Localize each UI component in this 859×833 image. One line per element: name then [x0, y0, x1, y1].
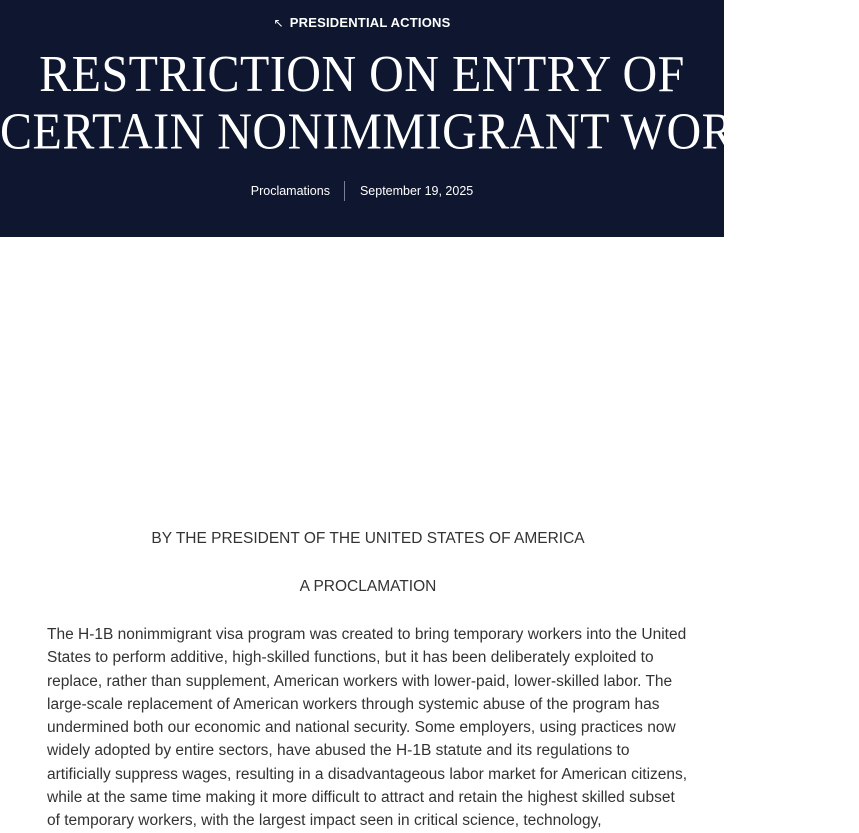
breadcrumb-label: PRESIDENTIAL ACTIONS: [289, 15, 451, 30]
proclamation-heading: A PROCLAMATION: [299, 578, 437, 595]
paragraph-line: replace, rather than supplement, American workers with lower-paid, lower-skilled labor. The: [47, 672, 673, 690]
publish-date: September 19, 2025: [359, 184, 474, 198]
page-title: [0, 46, 859, 162]
paragraph-line: artificially suppress wages, resulting in a disadvantageous labor market for American citizens,: [47, 765, 688, 783]
title-line: CERTAIN NONIMMIGRANT WORKERS: [0, 103, 859, 161]
proclamation-authority: BY THE PRESIDENT OF THE UNITED STATES OF AMERICA: [151, 530, 585, 547]
breadcrumb-presidential-actions[interactable]: [0, 15, 724, 30]
paragraph-line: The H-1B nonimmigrant visa program was created to bring temporary workers into the United: [47, 626, 687, 643]
paragraph-line: while at the same time making it more difficult to attract and retain the highest skilled subset: [47, 789, 675, 807]
category-link[interactable]: Proclamations: [250, 184, 330, 198]
post-meta: [0, 181, 724, 201]
paragraph-line: States to perform additive, high-skilled functions, but it has been deliberately exploited to: [47, 649, 654, 667]
body-paragraph: [47, 623, 697, 833]
arrow-up-left-icon: ↖: [273, 16, 284, 30]
title-line: RESTRICTION ON ENTRY OF: [39, 46, 685, 103]
paragraph-line: widely adopted by entire sectors, have abused the H-1B statute and its regulations to: [47, 742, 630, 760]
page-header: [0, 0, 859, 237]
paragraph-line: large-scale replacement of American workers through systemic abuse of the program has: [47, 695, 660, 713]
paragraph-line: undermined both our economic and national security. Some employers, using practices now: [47, 719, 676, 737]
paragraph-line: of temporary workers, with the largest impact seen in critical science, technology,: [47, 812, 602, 830]
